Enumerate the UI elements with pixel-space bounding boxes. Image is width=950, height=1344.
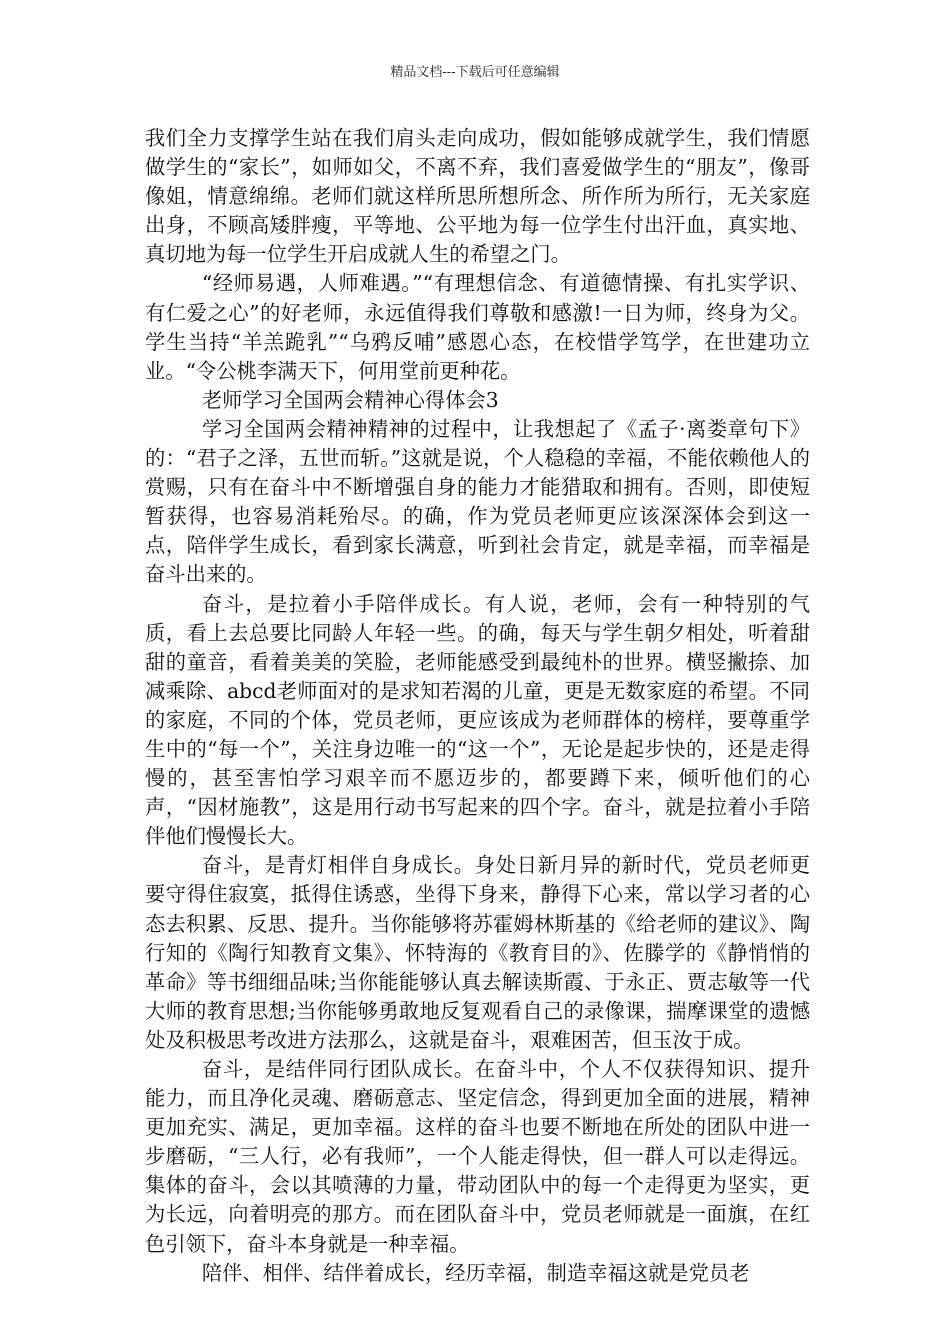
- paragraph-3: 学习全国两会精神精神的过程中，让我想起了《孟子·离娄章句下》的：“君子之泽，五世而斩。”这就是说，个人稳稳的幸福，不能依赖他人的赏赐，只有在奋斗中不断增强自身的能力才能猎取和拥有。否则，即使短暂获得，也容易消耗殆尽。的确，作为党员老师更应该深深体会到这一点，陪伴学生成长，看到家长满意，听到社会肯定，就是幸福，而幸福是奋斗出来的。: [145, 416, 810, 587]
- paragraph-2: “经师易遇，人师难遇。”“有理想信念、有道德情操、有扎实学识、有仁爱之心”的好老师，永远值得我们尊敬和感激!一日为师，终身为父。学生当持“羊羔跪乳”“乌鸦反哺”感恩心态，在校惜学笃学，在世建功立业。“令公桃李满天下，何用堂前更种花。: [145, 271, 810, 383]
- page-header: 精品文档---下载后可任意编辑: [390, 65, 560, 80]
- paragraph-5: 奋斗，是青灯相伴自身成长。身处日新月异的新时代，党员老师更要守得住寂寞，抵得住诱惑，坐得下身来，静得下心来，常以学习者的心态去积累、反思、提升。当你能够将苏霍姆林斯基的《给老师的建议》、陶行知的《陶行知教育文集》、怀特海的《教育目的》、佐滕学的《静悄悄的革命》等书细细品味;当你能能够认真去解读斯霞、于永正、贾志敏等一代大师的教育思想;当你能够勇敢地反复观看自己的录像课，揣摩课堂的遗憾处及积极思考改进方法那么，这就是奋斗，艰难困苦，但玉汝于成。: [145, 853, 810, 1052]
- section-heading: 老师学习全国两会精神心得体会3: [201, 387, 499, 412]
- paragraph-1: 我们全力支撑学生站在我们肩头走向成功，假如能够成就学生，我们情愿做学生的“家长”，如师如父，不离不弃，我们喜爱做学生的“朋友”，像哥像姐，情意绵绵。老师们就这样所思所想所念、所作所为所行，无关家庭出身，不顾高矮胖瘦，平等地、公平地为每一位学生付出汗血，真实地、真切地为每一位学生开启成就人生的希望之门。: [145, 126, 810, 267]
- document-body: [145, 124, 810, 1288]
- paragraph-4: 奋斗，是拉着小手陪伴成长。有人说，老师，会有一种特别的气质，看上去总要比同龄人年轻一些。的确，每天与学生朝夕相处，听着甜甜的童音，看着美美的笑脸，老师能感受到最纯朴的世界。横竖撇捺、加减乘除、abcd老师面对的是求知若渴的儿童，更是无数家庭的希望。不同的家庭，不同的个体，党员老师，更应该成为老师群体的榜样，要尊重学生中的“每一个”，关注身边唯一的“这一个”，无论是起步快的，还是走得慢的，甚至害怕学习艰辛而不愿迈步的，都要蹲下来，倾听他们的心声，“因材施教”，这是用行动书写起来的四个字。奋斗，就是拉着小手陪伴他们慢慢长大。: [145, 591, 810, 849]
- paragraph-7: 陪伴、相伴、结伴着成长，经历幸福，制造幸福这就是党员老: [201, 1260, 750, 1285]
- paragraph-6: 奋斗，是结伴同行团队成长。在奋斗中，个人不仅获得知识、提升能力，而且净化灵魂、磨砺意志、坚定信念，得到更加全面的进展，精神更加充实、满足，更加幸福。这样的奋斗也要不断地在所处的团队中进一步磨砺，“三人行，必有我师”，一个人能走得快，但一群人可以走得远。集体的奋斗，会以其喷薄的力量，带动团队中的每一个走得更为坚实，更为长远，向着明亮的那方。而在团队奋斗中，党员老师就是一面旗，在红色引领下，奋斗本身就是一种幸福。: [145, 1057, 810, 1256]
